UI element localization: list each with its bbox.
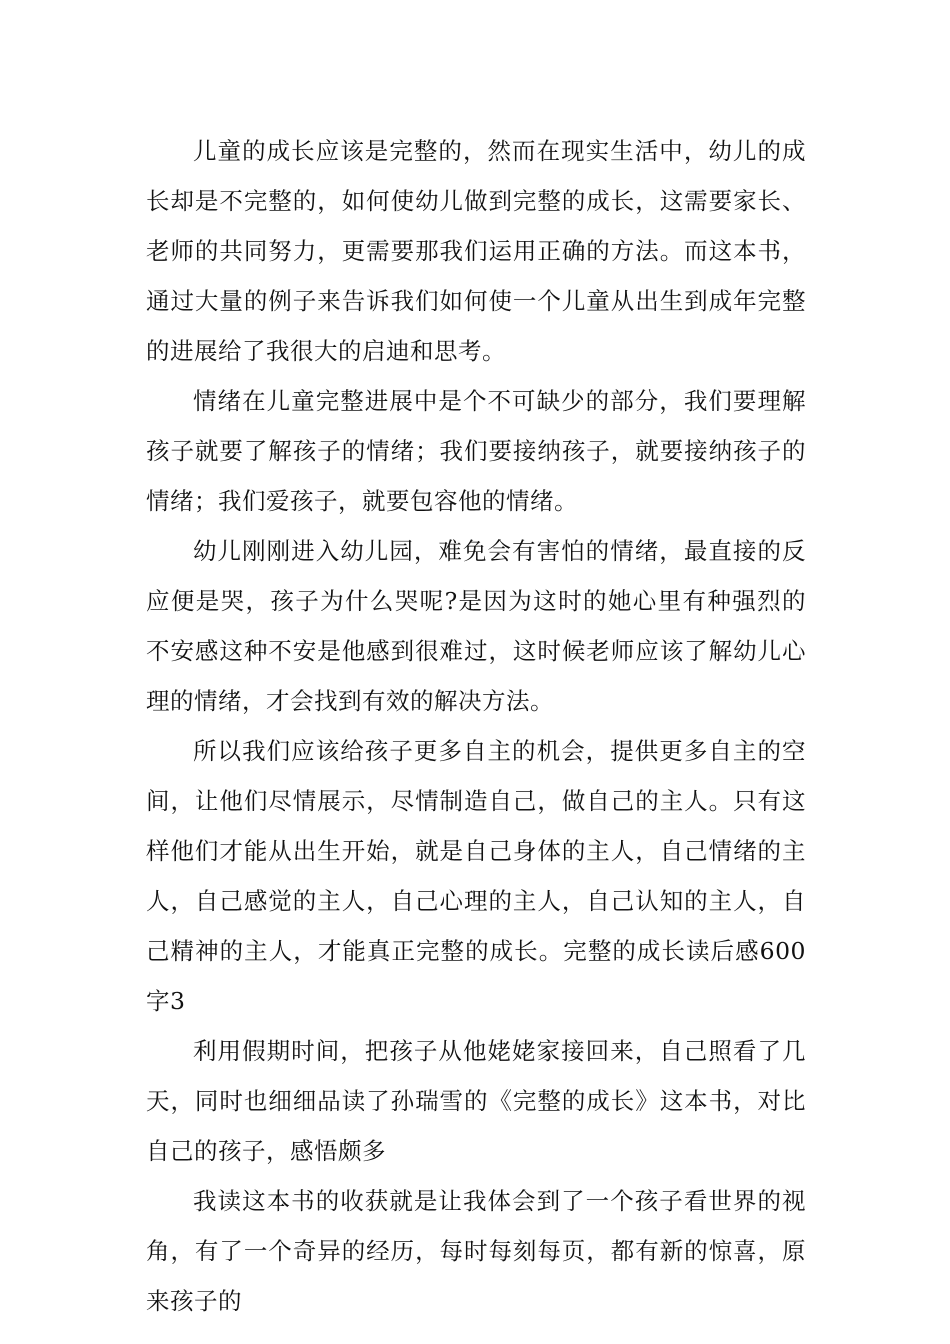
paragraph-4: 所以我们应该给孩子更多自主的机会，提供更多自主的空间，让他们尽情展示，尽情制造自己，做自己的主人。只有这样他们才能从出生开始，就是自己身体的主人，自己情绪的主人，自己感觉的主人，自己心理的主人，自己认知的主人，自己精神的主人，才能真正完整的成长。完整的成长读后感600字3 [146, 737, 806, 1015]
paragraph-3: 幼儿刚刚进入幼儿园，难免会有害怕的情绪，最直接的反应便是哭，孩子为什么哭呢?是因为这时的她心里有种强烈的不安感这种不安是他感到很难过，这时候老师应该了解幼儿心理的情绪，才会找到有效的解决方法。 [146, 537, 806, 715]
paragraph-2: 情绪在儿童完整进展中是个不可缺少的部分，我们要理解孩子就要了解孩子的情绪；我们要接纳孩子，就要接纳孩子的情绪；我们爱孩子，就要包容他的情绪。 [146, 387, 806, 515]
paragraph-1: 儿童的成长应该是完整的，然而在现实生活中，幼儿的成长却是不完整的，如何使幼儿做到完整的成长，这需要家长、老师的共同努力，更需要那我们运用正确的方法。而这本书，通过大量的例子来告诉我们如何使一个儿童从出生到成年完整的进展给了我很大的启迪和思考。 [146, 137, 806, 365]
paragraph-5: 利用假期时间，把孩子从他姥姥家接回来，自己照看了几天，同时也细细品读了孙瑞雪的《完整的成长》这本书，对比自己的孩子，感悟颇多 [146, 1037, 806, 1165]
document-body [146, 126, 806, 1326]
paragraph-6: 我读这本书的收获就是让我体会到了一个孩子看世界的视角，有了一个奇异的经历，每时每刻每页，都有新的惊喜，原来孩子的 [146, 1187, 806, 1315]
